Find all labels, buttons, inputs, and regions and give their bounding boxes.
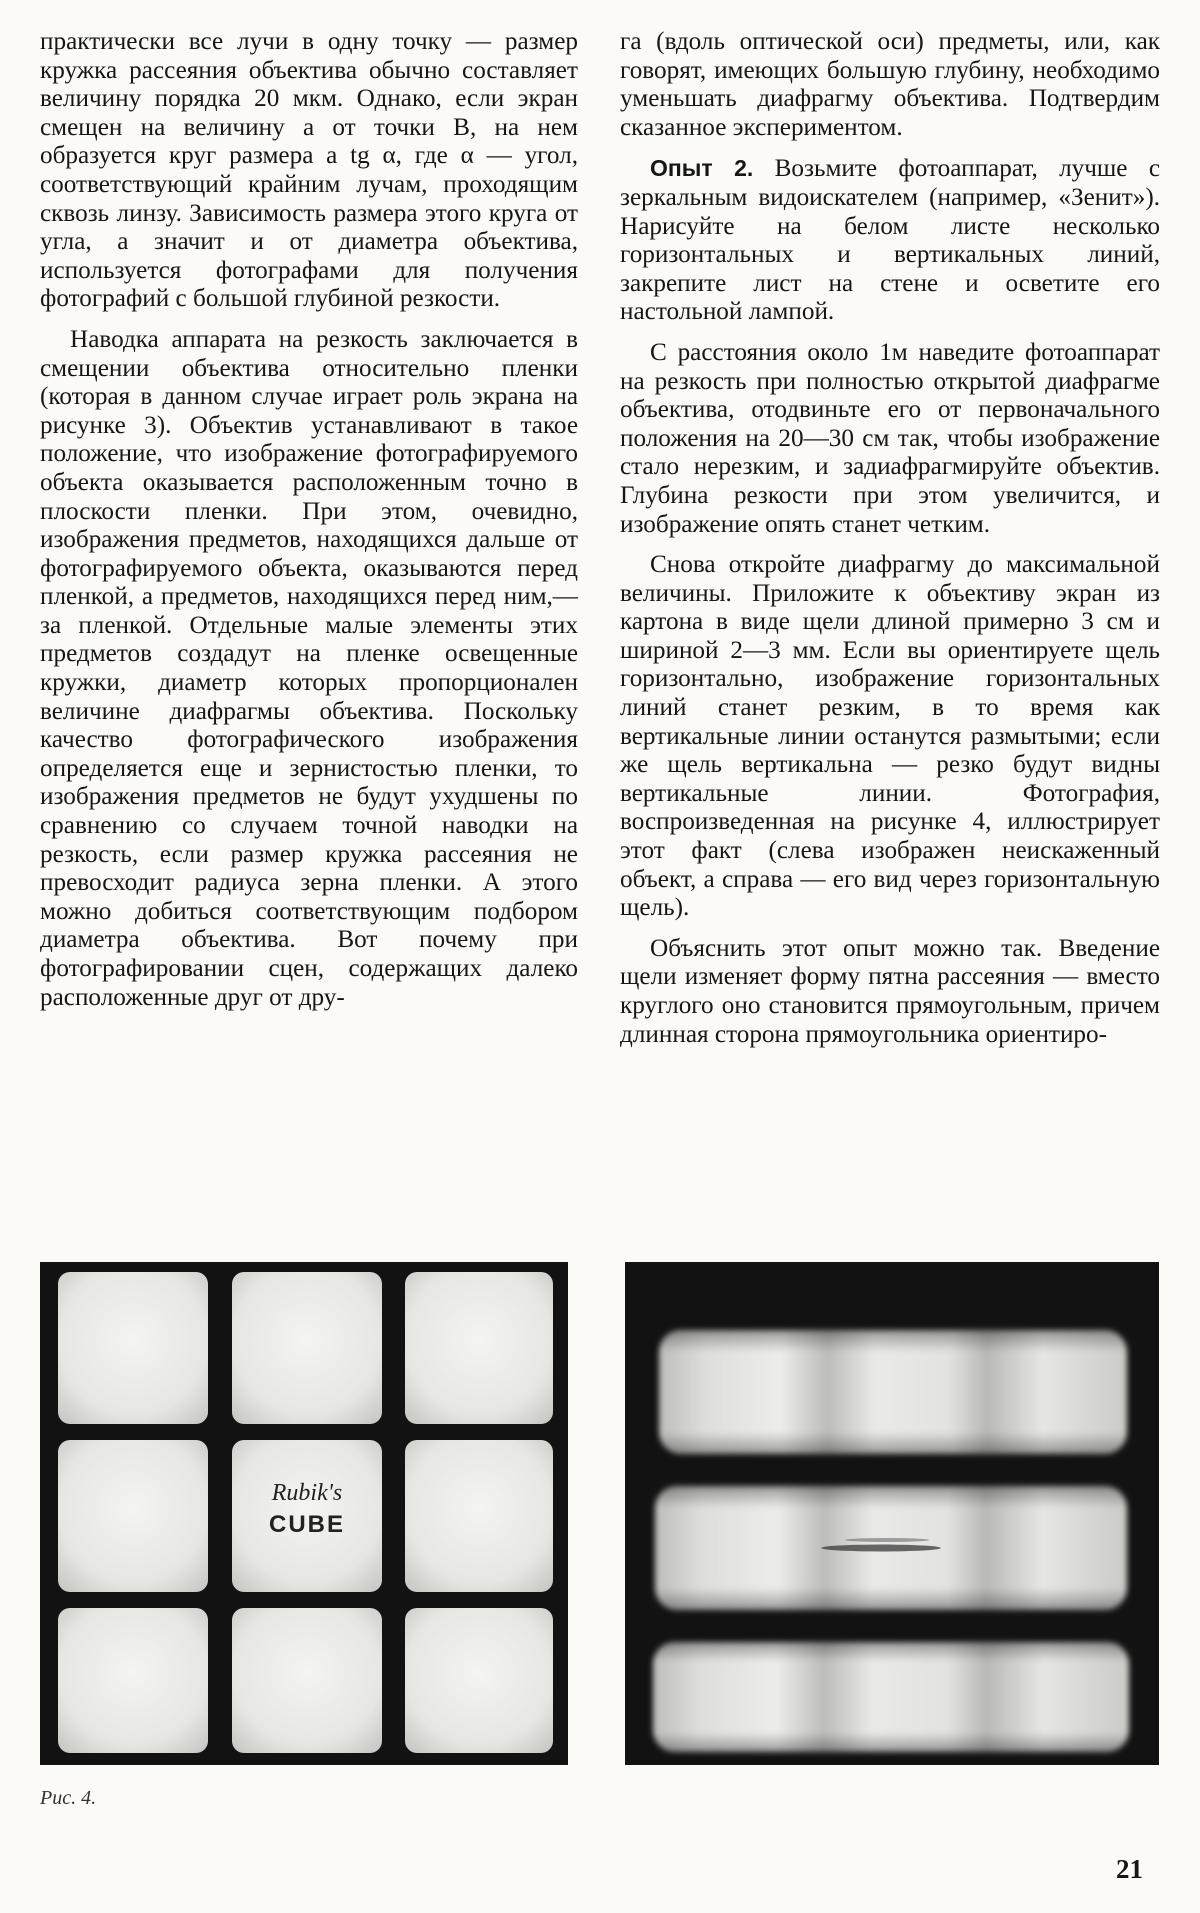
left-column xyxy=(40,28,578,1012)
cube-tile xyxy=(232,1608,382,1753)
paragraph: Снова откройте диафрагму до максимальной величины. Приложите к объективу экран из картона в виде щели длиной примерно 3 см и шириной 2—3 мм. Если вы ориентируете щель горизонтально, изображение горизонтальных линий станет резким, в то время как вертикальные линии останутся размытыми; если же щель вертикальна — резко будут видны вертикальные линии. Фотография, воспроизведенная на рисунке 4, иллюстрирует этот факт (слева изображен неискаженный объект, а справа — его вид через горизонтальную щель). xyxy=(620,551,1160,922)
cube-tile xyxy=(405,1272,553,1424)
cube-tile xyxy=(58,1440,208,1592)
blurred-logo-streak xyxy=(821,1545,941,1552)
slit-photo xyxy=(625,1262,1159,1765)
cube-logo-script: Rubik's xyxy=(271,1480,343,1506)
right-column xyxy=(620,28,1160,1049)
cube-tile xyxy=(58,1608,208,1753)
cube-tile xyxy=(405,1440,553,1592)
cube-face-image xyxy=(40,1262,568,1765)
blurred-bands-image xyxy=(625,1262,1159,1765)
paragraph: га (вдоль оптической оси) предметы, или, как говорят, имеющих большую глубину, необходимо уменьшать диафрагму объектива. Подтвердим сказанное экспериментом. xyxy=(620,28,1160,141)
cube-tile xyxy=(58,1272,208,1424)
cube-tile xyxy=(405,1608,553,1753)
page-number: 21 xyxy=(1116,1854,1143,1884)
cube-logo-word: CUBE xyxy=(268,1511,346,1538)
cube-tile xyxy=(232,1272,382,1424)
experiment-label: Опыт 2. xyxy=(650,155,754,182)
cube-photo xyxy=(40,1262,568,1765)
paragraph xyxy=(620,154,1160,327)
figure-caption: Рис. 4. xyxy=(40,1787,97,1809)
paragraph: Наводка аппарата на резкость заключается в смещении объектива относительно пленки (которая в данном случае играет роль экрана на рисунке 3). Объектив устанавливают в такое положение, что изображение фотографируемого объекта оказывается расположенным точно в плоскости пленки. При этом, очевидно, изображения предметов, находящихся дальше от фотографируемого объекта, оказываются перед пленкой, а предметов, находящихся перед ним,— за пленкой. Отдельные малые элементы этих предметов создадут на пленке освещенные кружки, диаметр которых пропорционален величине диафрагмы объектива. Поскольку качество фотографического изображения определяется еще и зернистостью пленки, то изображения предметов не будут ухудшены по сравнению со случаем точной наводки на резкость, если размер кружка рассеяния не превосходит радиуса зерна пленки. А этого можно добиться соответствующим подбором диаметра объектива. Вот почему при фотографировании сцен, содержащих далеко расположенные друг от дру- xyxy=(40,325,578,1011)
paragraph: Объяснить этот опыт можно так. Введение щели изменяет форму пятна рассеяния — вместо круглого оно становится прямоугольным, причем длинная сторона прямоугольника ориентиро- xyxy=(620,934,1160,1048)
paragraph-text: Возьмите фотоаппарат, лучше с зеркальным видоискателем (например, «Зенит»). Нарисуйте на белом листе несколько горизонтальных и вертикальных линий, закрепите лист на стене и осветите его настольной лампой. xyxy=(620,155,1160,326)
paragraph: практически все лучи в одну точку — размер кружка рассеяния объектива обычно составляет величину порядка 20 мкм. Однако, если экран смещен на величину a от точки B, на нем образуется круг размера a tg α, где α — угол, соответствующий крайним лучам, проходящим сквозь линзу. Зависимость размера этого круга от угла, а значит и от диаметра объектива, используется фотографами для получения фотографий с большой глубиной резкости. xyxy=(40,28,578,313)
paragraph: С расстояния около 1м наведите фотоаппарат на резкость при полностью открытой диафрагме объектива, отодвиньте его от первоначального положения на 20—30 см так, чтобы изображение стало нерезким, и задиафрагмируйте объектив. Глубина резкости при этом увеличится, и изображение опять станет четким. xyxy=(620,338,1160,538)
